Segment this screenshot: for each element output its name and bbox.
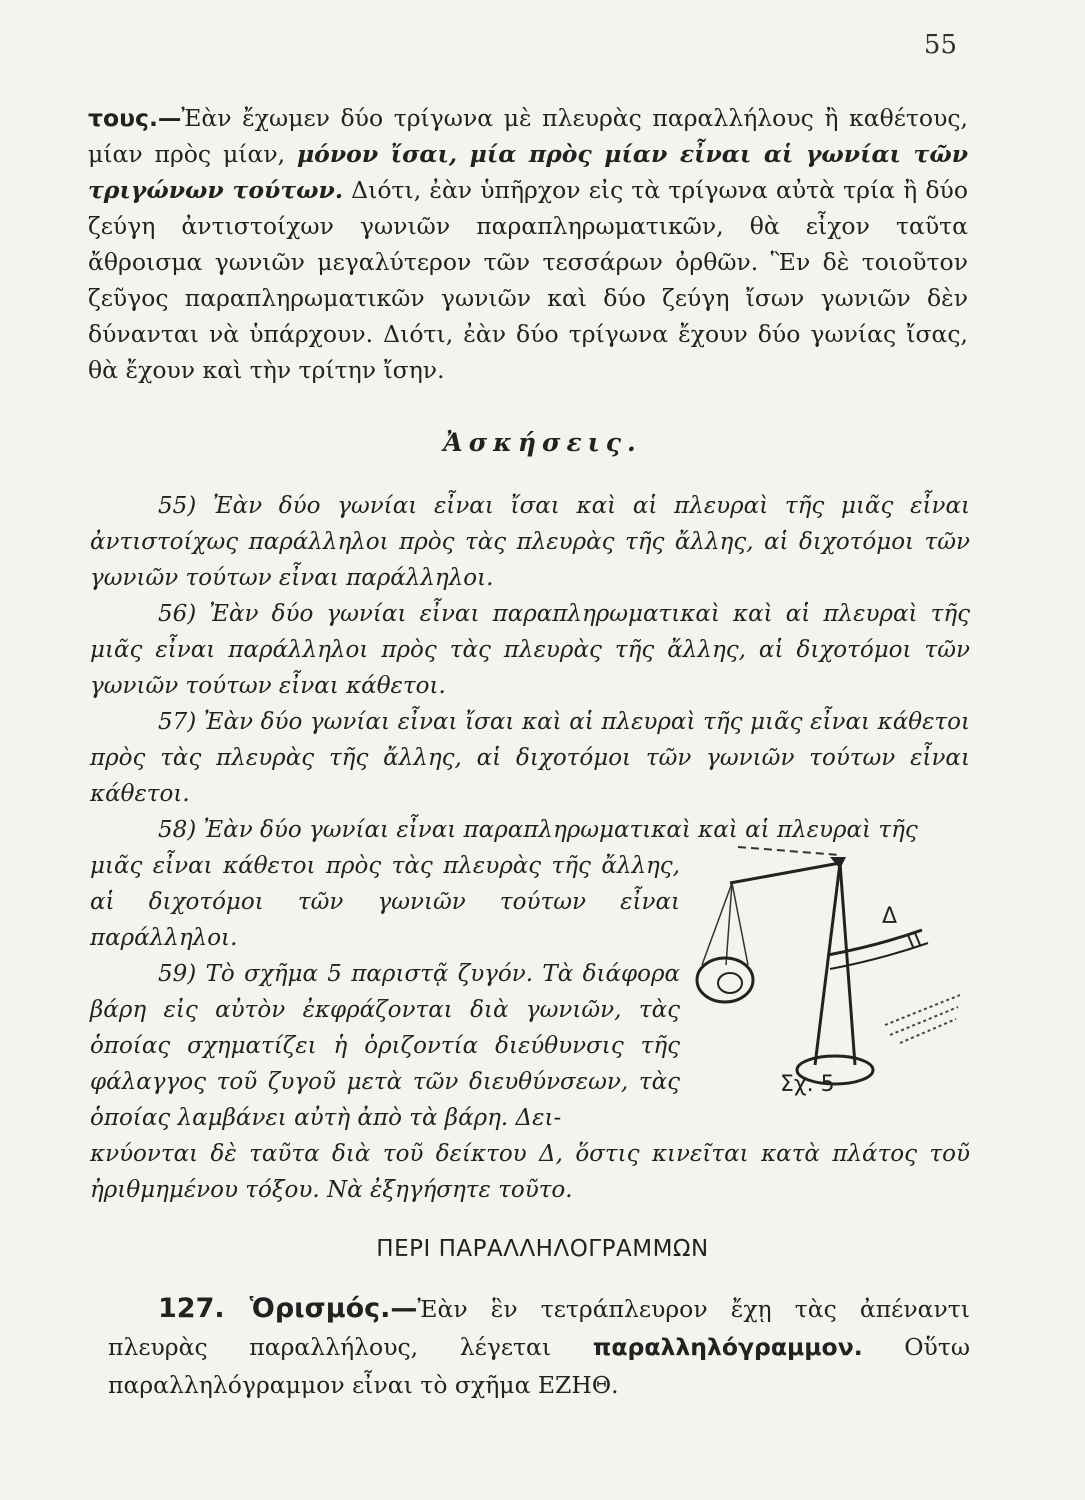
graduated-arc [828,930,922,955]
exercise-text: κνύονται δὲ ταῦτα διὰ τοῦ δείκτου Δ, ὅστις κινεῖται κατὰ πλάτος τοῦ ἠριθμημένου τόξου. Νὰ ἐξηγήσητε τοῦτο. [90,1141,970,1203]
balance-figure [690,835,970,1100]
balance-beam [730,863,840,883]
balance-scale-illustration [690,835,970,1100]
section-title: ΠΕΡΙ ΠΑΡΑΛΛΗΛΟΓΡΑΜΜΩΝ [376,1236,709,1262]
exercise-number: 55) [158,493,197,519]
pointer-label: Δ [882,904,898,929]
exercise-55 [90,488,970,596]
exercise-number: 56) [158,601,197,627]
figure-caption: Σχ. 5 [780,1072,835,1097]
pillar-left [815,863,840,1065]
scale-pan-inner [718,973,742,993]
definition-term: παραλληλόγραμμον. [592,1333,863,1361]
exercise-text: Ἐὰν δύο γωνίαι εἶναι ἴσαι καὶ αἱ πλευραὶ τῆς μιᾶς εἶναι ἀντιστοίχως παράλληλοι πρὸς τὰς πλευρὰς τῆς ἄλλης, αἱ διχοτόμοι τῶν γωνιῶν τούτων εἶναι παράλληλοι. [90,493,971,591]
exercise-number: 59) [158,961,197,987]
exercise-58-rest [90,848,680,956]
scale-pan [697,958,753,1002]
definition-number: 127. Ὁρισμός.— [158,1293,418,1324]
arc-tick [908,935,913,947]
intro-emphasis: μόνον ἴσαι, μία πρὸς μίαν εἶναι αἱ γωνίαι τῶν τριγώνων τούτων. [88,140,969,204]
exercise-text: Τὸ σχῆμα 5 παριστᾷ ζυγόν. Τὰ διάφορα βάρη εἰς αὐτὸν ἐκφράζονται διὰ γωνιῶν, τὰς ὁποίας σχηματίζει ἡ ὁριζοντία διεύθυνσις τῆς φάλαγγος τοῦ ζυγοῦ μετὰ τῶν διευθύνσεων, τὰς ὁποίας λαμβάνει αὐτὴ ἀπὸ τὰ βάρη. Δει- [90,961,680,1131]
definition-text-1: Ἐὰν ἓν τετράπλευρον ἔχῃ τὰς ἀπέναντι πλευρὰς παραλλήλους, λέγεται [108,1295,971,1361]
intro-text-1: Ἐὰν ἔχωμεν δύο τρίγωνα μὲ πλευρὰς παραλλήλους ἢ καθέτους, μίαν πρὸς μίαν, [88,104,968,168]
exercise-59-rest [90,1136,970,1208]
exercise-number: 57) [158,709,197,735]
exercise-text: Ἐὰν δύο γωνίαι εἶναι παραπληρωματικαὶ καὶ αἱ πλευραὶ τῆς [203,817,918,843]
left-string-b [732,883,748,965]
horizontal-reference-line [738,847,840,855]
graduated-arc-outer [830,943,928,969]
exercise-57 [90,704,970,812]
exercises-heading: Ἀσκήσεις. [443,428,642,457]
intro-paragraph [88,100,968,388]
ground-hatching [885,995,960,1043]
intro-lead: τους.— [88,104,182,132]
exercise-text: Ἐὰν δύο γωνίαι εἶναι παραπληρωματικαὶ καὶ αἱ πλευραὶ τῆς μιᾶς εἶναι παράλληλοι πρὸς τὰς πλευρὰς τῆς ἄλλης, αἱ διχοτόμοι τῶν γωνιῶν τούτων εἶναι κάθετοι. [90,601,971,699]
exercise-59-first-part [90,956,680,1136]
arc-tick [915,933,920,945]
exercise-text: μιᾶς εἶναι κάθετοι πρὸς τὰς πλευρὰς τῆς ἄλλης, αἱ διχοτόμοι τῶν γωνιῶν τούτων εἶναι παράλληλοι. [90,853,680,951]
definition-text-2: Οὕτω παραλληλόγραμμον εἶναι τὸ σχῆμα ΕΖΗΘ. [108,1333,970,1399]
definition-paragraph [108,1290,970,1404]
exercise-56 [90,596,970,704]
intro-text-2: Διότι, ἐὰν ὑπῆρχον εἰς τὰ τρίγωνα αὐτὰ τρία ἢ δύο ζεύγη ἀντιστοίχων γωνιῶν παραπληρωματικῶν, θὰ εἶχον ταῦτα ἄθροισμα γωνιῶν μεγαλύτερον τῶν τεσσάρων ὀρθῶν. Ἓν δὲ τοιοῦτον ζεῦγος παραπληρωματικῶν γωνιῶν καὶ δύο ζεύγη ἴσων γωνιῶν δὲν δύνανται νὰ ὑπάρχουν. Διότι, ἐὰν δύο τρίγωνα ἔχουν δύο γωνίας ἴσας, θὰ ἔχουν καὶ τὴν τρίτην ἴσην. [88,176,968,384]
page-number: 55 [923,30,957,60]
exercise-number: 58) [158,817,197,843]
exercise-text: Ἐὰν δύο γωνίαι εἶναι ἴσαι καὶ αἱ πλευραὶ τῆς μιᾶς εἶναι κάθετοι πρὸς τὰς πλευρὰς τῆς ἄλλης, αἱ διχοτόμοι τῶν γωνιῶν τούτων εἶναι κάθετοι. [90,709,971,807]
